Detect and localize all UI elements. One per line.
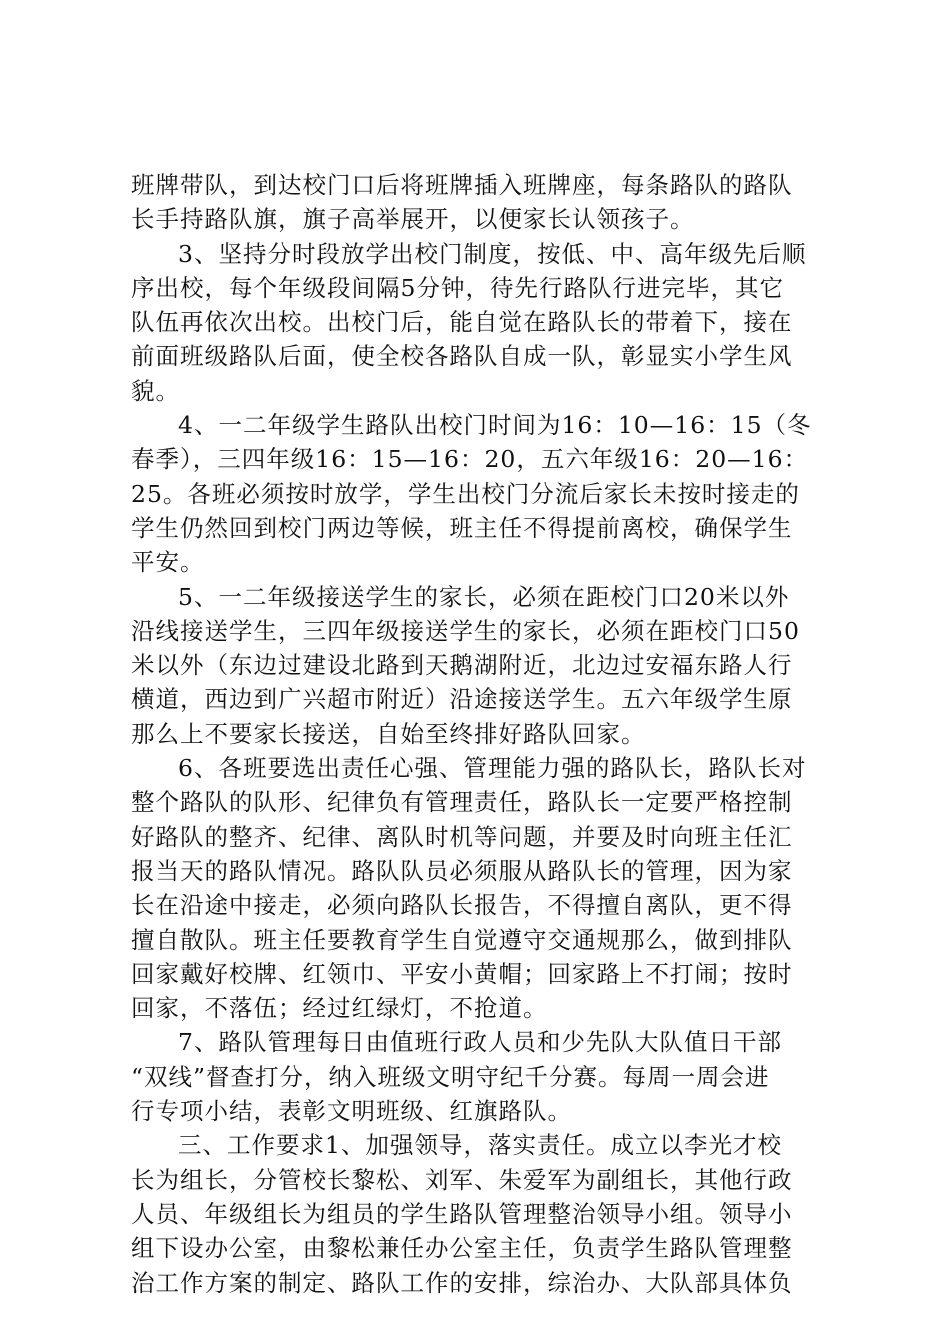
text-line: 治工作方案的制定、路队工作的安排，综治办、大队部具体负 xyxy=(131,1268,793,1297)
paragraph xyxy=(131,237,831,408)
text-line: “双线”督查打分，纳入班级文明守纪千分赛。每周一周会进 xyxy=(131,1062,770,1091)
text-line: 擅自散队。班主任要教育学生自觉遵守交通规那么，做到排队 xyxy=(131,925,793,954)
text-line: 三、工作要求1、加强领导，落实责任。成立以李光才校 xyxy=(178,1131,782,1160)
text-line: 春季），三四年级16：15—16：20，五六年级16：20—16： xyxy=(131,445,809,474)
text-line: 沿线接送学生，三四年级接送学生的家长，必须在距校门口50 xyxy=(131,616,800,645)
text-line: 横道，西边到广兴超市附近）沿途接送学生。五六年级学生原 xyxy=(131,685,793,714)
paragraph xyxy=(131,580,831,751)
text-line: 回家戴好校牌、红领巾、平安小黄帽；回家路上不打闹；按时 xyxy=(131,959,793,988)
text-line: 6、各班要选出责任心强、管理能力强的路队长，路队长对 xyxy=(178,754,807,783)
paragraph xyxy=(131,751,831,1025)
text-line: 米以外（东边过建设北路到天鹅湖附近，北边过安福东路人行 xyxy=(131,651,793,680)
text-line: 人员、年级组长为组员的学生路队管理整治领导小组。领导小 xyxy=(131,1199,793,1228)
text-line: 整个路队的队形、纪律负有管理责任，路队长一定要严格控制 xyxy=(131,788,793,817)
paragraph xyxy=(131,408,831,579)
text-line: 队伍再依次出校。出校门后，能自觉在路队长的带着下，接在 xyxy=(131,308,793,337)
paragraph xyxy=(131,1128,831,1299)
text-line: 回家，不落伍；经过红绿灯，不抢道。 xyxy=(131,994,548,1023)
text-line: 长在沿途中接走，必须向路队长报告，不得擅自离队，更不得 xyxy=(131,891,793,920)
text-line: 4、一二年级学生路队出校门时间为16：10—16：15（冬 xyxy=(178,411,812,440)
text-line: 好路队的整齐、纪律、离队时机等问题，并要及时向班主任汇 xyxy=(131,822,793,851)
text-line: 班牌带队，到达校门口后将班牌插入班牌座，每条路队的路队 xyxy=(131,171,793,199)
text-line: 报当天的路队情况。路队队员必须服从路队长的管理，因为家 xyxy=(131,856,793,885)
paragraph xyxy=(131,168,831,237)
text-line: 平安。 xyxy=(131,548,205,577)
text-line: 3、坚持分时段放学出校门制度，按低、中、高年级先后顺 xyxy=(178,239,807,268)
paragraph xyxy=(131,1025,831,1128)
text-line: 5、一二年级接送学生的家长，必须在距校门口20米以外 xyxy=(178,582,790,611)
text-line: 长为组长，分管校长黎松、刘军、朱爱军为副组长，其他行政 xyxy=(131,1165,793,1194)
text-line: 貌。 xyxy=(131,376,180,405)
document-body xyxy=(131,168,831,1300)
text-line: 长手持路队旗，旗子高举展开，以便家长认领孩子。 xyxy=(131,205,695,234)
text-line: 7、路队管理每日由值班行政人员和少先队大队值日干部 xyxy=(178,1028,782,1057)
text-line: 那么上不要家长接送，自始至终排好路队回家。 xyxy=(131,719,646,748)
text-line: 前面班级路队后面，使全校各路队自成一队，彰显实小学生风 xyxy=(131,342,793,371)
text-line: 组下设办公室，由黎松兼任办公室主任，负责学生路队管理整 xyxy=(131,1234,793,1263)
text-line: 学生仍然回到校门两边等候，班主任不得提前离校，确保学生 xyxy=(131,513,793,542)
text-line: 25。各班必须按时放学，学生出校门分流后家长未按时接走的 xyxy=(131,479,800,508)
text-line: 行专项小结，表彰文明班级、红旗路队。 xyxy=(131,1097,572,1126)
text-line: 序出校，每个年级段间隔5分钟，待先行路队行进完毕，其它 xyxy=(131,273,784,302)
